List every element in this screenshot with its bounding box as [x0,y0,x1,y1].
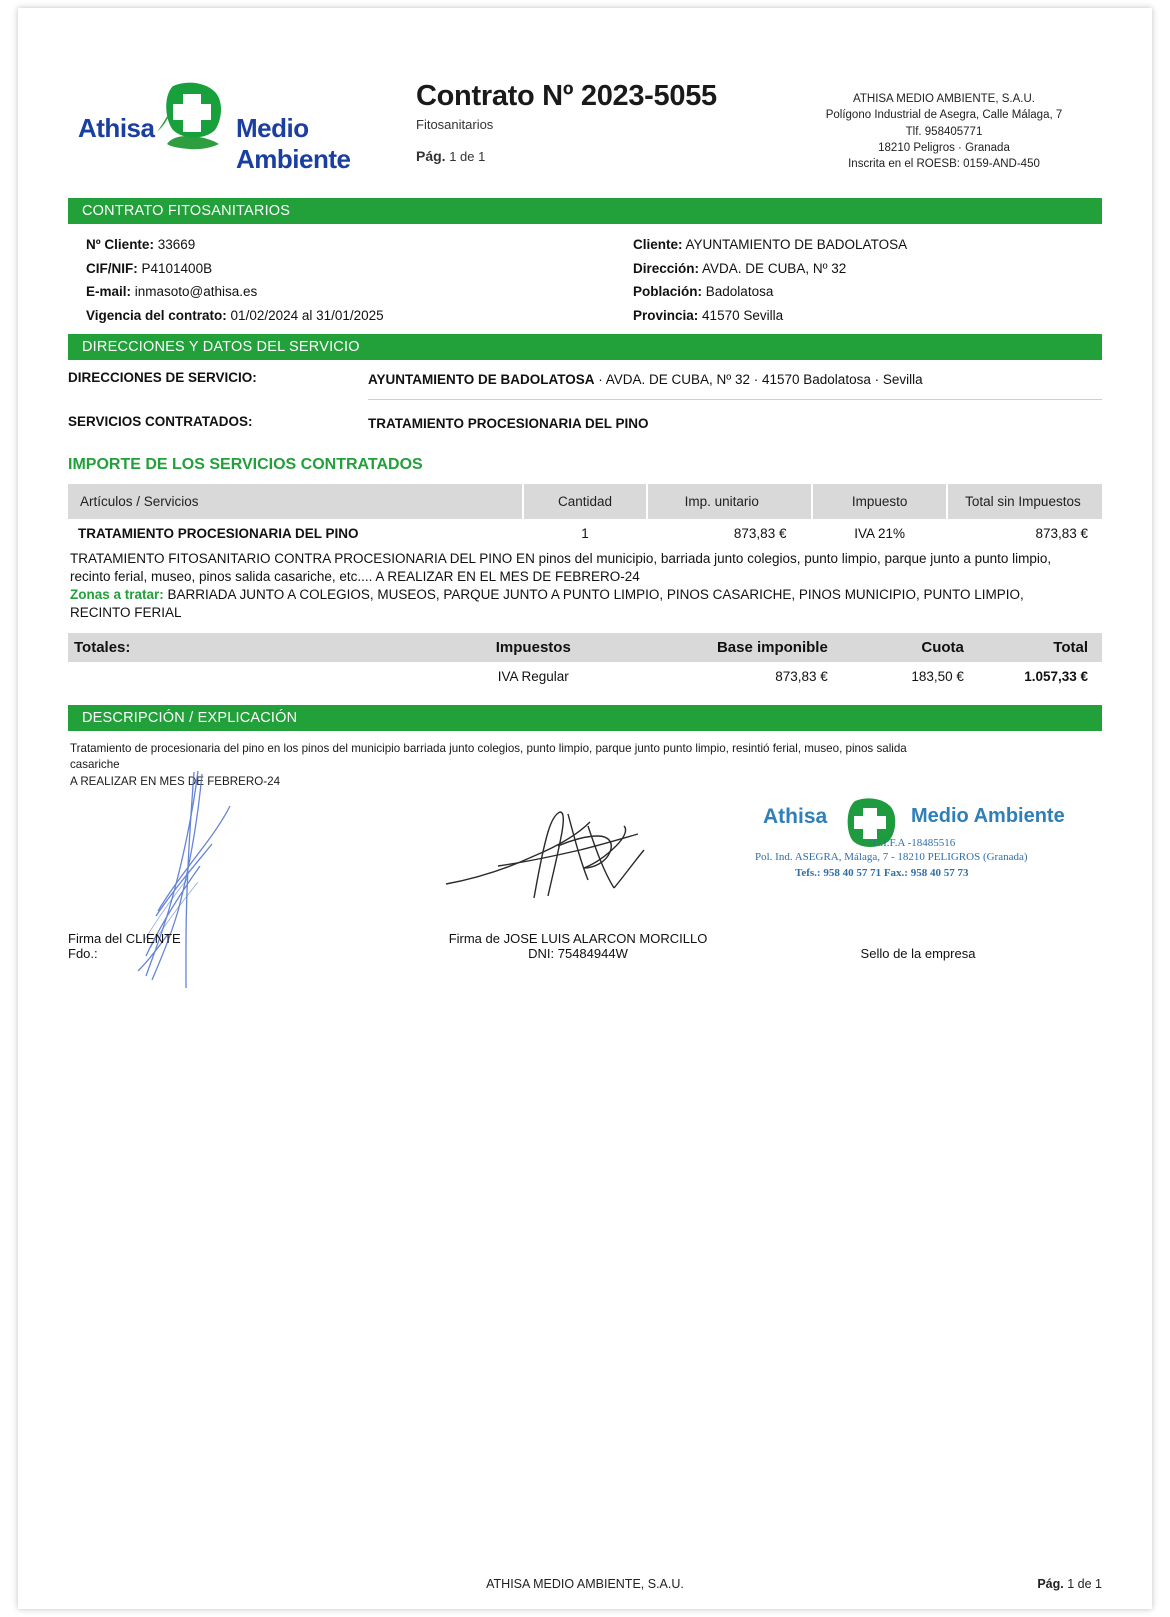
items-table [68,484,1102,629]
logo-text-medio-ambiente: Medio Ambiente [236,113,351,174]
field-label: Población: [633,284,703,300]
items-header-row [68,484,1102,519]
item-note-line-2: recinto ferial, museo, pinos salida casariche, etc.... A REALIZAR EN EL MES DE FEBRERO-24 [70,568,640,584]
totals-header-row [68,633,1102,662]
footer-page [1037,1577,1102,1591]
field-poblacion [633,280,1102,304]
field-provincia [633,304,1102,328]
cell-imp-unitario: 873,83 € [733,525,787,541]
client-signature-caption [68,931,181,961]
totals-value-total: 1.057,33 € [1024,668,1088,684]
section-band-contract: CONTRATO FITOSANITARIOS [68,198,1102,224]
contracted-services-value: TRATAMIENTO PROCESIONARIA DEL PINO [368,416,649,432]
service-addresses-value [368,370,1102,390]
company-line-1: Polígono Industrial de Asegra, Calle Málaga, 7 [825,109,1063,122]
description-line-3: A REALIZAR EN MES DE FEBRERO-24 [70,775,281,789]
field-value: AYUNTAMIENTO DE BADOLATOSA [685,237,908,252]
title-block [416,80,796,164]
description-line-1: Tratamiento de procesionaria del pino en los pinos del municipio barriada junto colegios, punto limpio, parque junto punto limpio, resintió ferial, museo, pinos salida [70,741,907,755]
field-value: 33669 [157,237,196,252]
field-label: Nº Cliente: [86,237,154,252]
field-cif-nif [86,257,585,281]
field-direccion [633,257,1102,281]
item-note-cell [68,548,1102,629]
stamp-phone-line: Tefs.: 958 40 57 71 Fax.: 958 40 57 73 [795,866,969,879]
logo-text-athisa: Athisa [78,113,155,143]
totals-value-cuota: 183,50 € [911,668,964,684]
paper-sheet [18,8,1152,1609]
field-value: 41570 Sevilla [702,307,784,323]
stamp-cif-line: C.I.F.A -18485516 [873,836,956,849]
cell-cantidad: 1 [581,525,589,541]
cell-descripcion: TRATAMIENTO PROCESIONARIA DEL PINO [78,525,359,541]
stamp-address-line: Pol. Ind. ASEGRA, Málaga, 7 - 18210 PELIGROS (Granada) [755,850,1028,863]
totals-col-impuestos: Impuestos [495,638,571,656]
service-address-name: AYUNTAMIENTO DE BADOLATOSA [368,371,595,387]
company-stamp [753,793,1083,913]
field-email [86,280,585,304]
field-label: Cliente: [633,237,683,252]
service-addresses-label: DIRECCIONES DE SERVICIO: [68,369,257,385]
contracted-services-row [68,400,1102,440]
company-info [794,91,1094,173]
footer-page-label: Pág. [1037,1577,1064,1591]
totals-col-cuota: Cuota [921,638,964,656]
footer-company: ATHISA MEDIO AMBIENTE, S.A.U. [486,1577,684,1591]
contracted-services-label: SERVICIOS CONTRATADOS: [68,414,253,430]
field-vigencia [86,304,585,328]
totals-value-impuestos: IVA Regular [497,668,569,684]
field-value: inmasoto@athisa.es [134,284,258,300]
field-cliente [633,233,1102,257]
header-page-label: Pág. [416,148,446,164]
footer-page-value: 1 de 1 [1067,1577,1102,1591]
document-title: Contrato Nº 2023-5055 [416,80,717,112]
document-header [68,58,1102,198]
zonas-label: Zonas a tratar: [70,587,164,603]
field-label: Vigencia del contrato: [86,307,227,323]
cell-impuesto: IVA 21% [854,525,906,541]
client-signature-line-1: Firma del CLIENTE [68,930,181,946]
header-page-indicator [416,148,796,164]
items-table-body [68,519,1102,629]
field-value: P4101400B [141,260,213,276]
totals-col-total: Total [1053,638,1088,656]
company-line-2: Tlf. 958405771 [905,125,983,138]
company-line-3: 18210 Peligros · Granada [878,141,1010,154]
totals-value-row [68,662,1102,691]
field-label: Provincia: [633,307,699,323]
client-info-left [68,233,585,328]
service-address-rest: · AVDA. DE CUBA, Nº 32 · 41570 Badolatosa · Sevilla [594,371,923,387]
zonas-value: BARRIADA JUNTO A COLEGIOS, MUSEOS, PARQUE JUNTO A PUNTO LIMPIO, PINOS CASARICHE, PINOS MUNICIPIO, PUNTO LIMPIO, [163,587,1024,603]
field-label: CIF/NIF: [86,260,138,276]
cell-total-sin-impuestos: 873,83 € [1035,525,1088,541]
item-zonas-line [70,586,1102,604]
col-header-total-sin-impuestos: Total sin Impuestos [947,484,1102,519]
technician-signature-line-1: Firma de JOSE LUIS ALARCON MORCILLO [448,930,708,946]
totals-value-base: 873,83 € [775,668,828,684]
technician-signature-graphic [438,806,688,916]
document-subtitle: Fitosanitarios [416,117,494,132]
field-label: Dirección: [633,260,700,276]
stamp-logo-text-medio-ambiente: Medio Ambiente [911,804,1065,827]
header-page-value: 1 de 1 [449,149,486,164]
stamp-logo-text-athisa: Athisa [763,804,828,828]
stamp-caption: Sello de la empresa [860,945,976,961]
field-value: AVDA. DE CUBA, Nº 32 [702,260,847,276]
document-content [68,58,1102,991]
client-signature-graphic [98,766,288,996]
signature-area [68,801,1102,991]
description-line-2: casariche [70,758,120,772]
col-header-imp-unitario: Imp. unitario [647,484,812,519]
field-numero-cliente [86,233,585,257]
company-line-0: ATHISA MEDIO AMBIENTE, S.A.U. [853,93,1035,105]
section-band-addresses: DIRECCIONES Y DATOS DEL SERVICIO [68,334,1102,360]
amounts-title: IMPORTE DE LOS SERVICIOS CONTRATADOS [68,455,423,473]
col-header-impuesto: Impuesto [812,484,946,519]
client-signature-line-2: Fdo.: [68,945,98,961]
table-row [68,519,1102,548]
client-info-grid [68,224,1102,334]
item-zonas-line-2: RECINTO FERIAL [70,605,182,621]
col-header-articulos: Artículos / Servicios [68,484,523,519]
client-info-right [585,233,1102,328]
totals-spacer [68,669,420,684]
section-band-description: DESCRIPCIÓN / EXPLICACIÓN [68,705,1102,731]
athisa-logo [78,78,398,174]
technician-signature-line-2: DNI: 75484944W [528,945,628,961]
technician-signature-caption [388,931,768,961]
table-row-note [68,548,1102,629]
company-line-4: Inscrita en el ROESB: 0159-AND-450 [848,158,1040,171]
col-header-cantidad: Cantidad [523,484,647,519]
field-label: E-mail: [86,284,132,300]
totals-col-base: Base imponible [716,638,828,656]
item-note-line-1: TRATAMIENTO FITOSANITARIO CONTRA PROCESIONARIA DEL PINO EN pinos del municipio, barriada junto colegios, punto limpio, parque junto a punto limpio, [70,550,1052,566]
field-value: 01/02/2024 al 31/01/2025 [230,307,384,323]
service-addresses-row [68,360,1102,394]
logo-tree-icon [153,78,231,156]
field-value: Badolatosa [705,284,774,300]
items-table-head [68,484,1102,519]
totals-label: Totales: [74,638,131,656]
